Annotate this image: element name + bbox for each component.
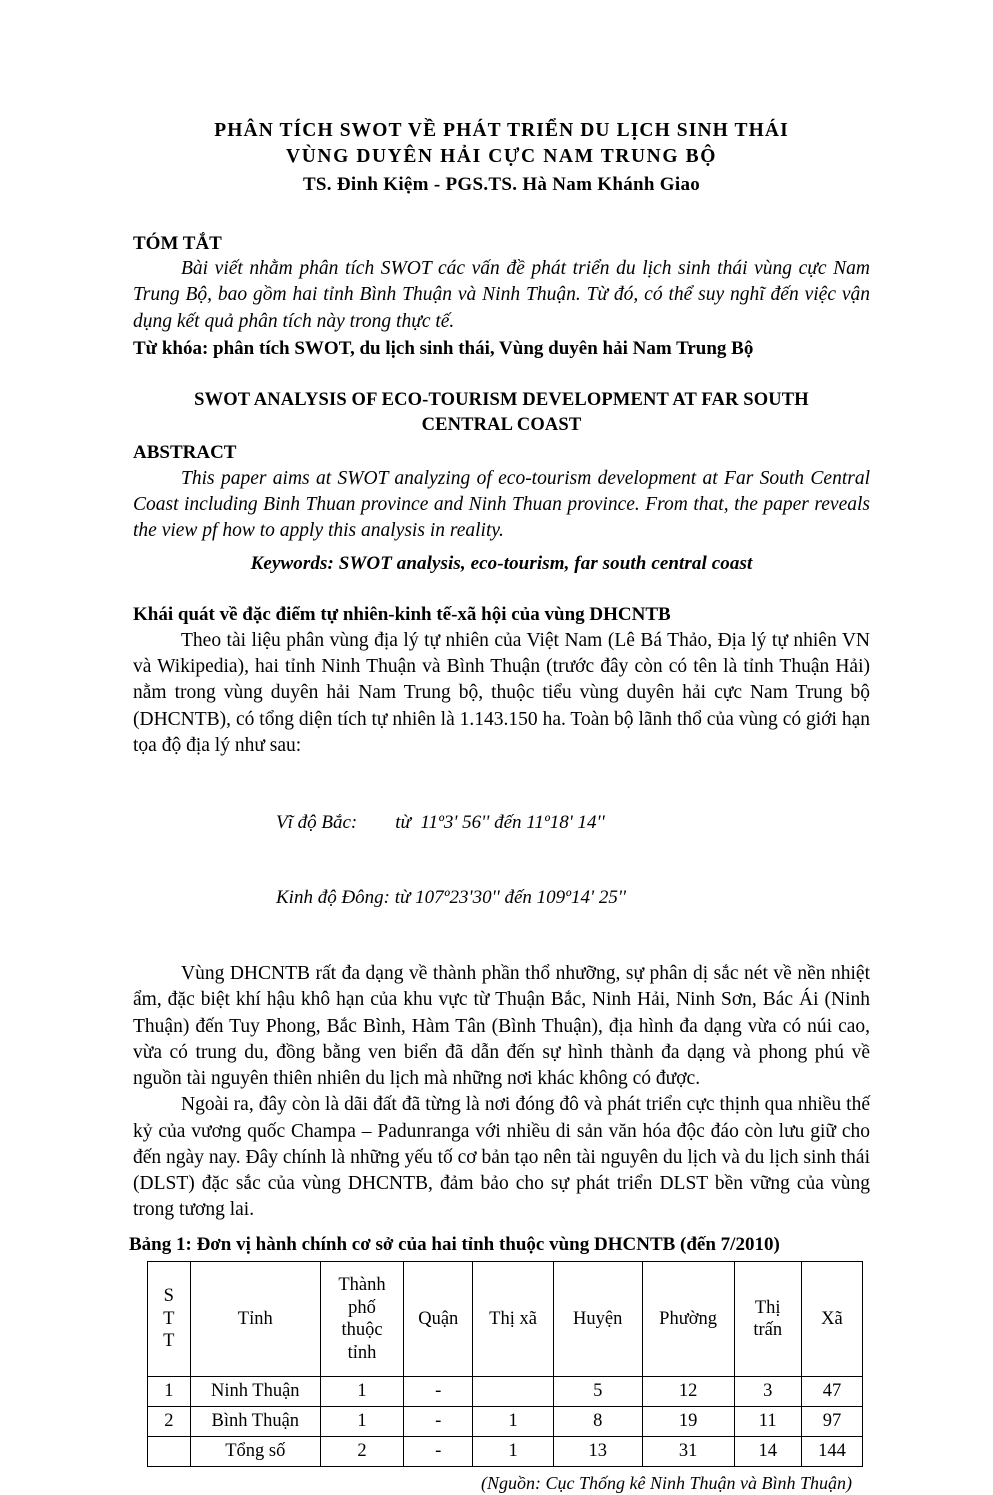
- cell-phuong: 19: [642, 1407, 734, 1437]
- header-stt-char-3: T: [163, 1331, 175, 1352]
- cell-thi-xa: [473, 1377, 553, 1407]
- english-title-line-1: SWOT ANALYSIS OF ECO-TOURISM DEVELOPMENT AT FAR SOUTH: [194, 390, 809, 411]
- header-tp-line-1: Thành: [338, 1274, 386, 1295]
- header-stt: [148, 1262, 191, 1377]
- page-title: [133, 0, 870, 170]
- header-huyen: Huyện: [553, 1262, 642, 1377]
- cell-huyen: 8: [553, 1407, 642, 1437]
- cell-thi-tran: 11: [734, 1407, 801, 1437]
- cell-phuong: 12: [642, 1377, 734, 1407]
- table-header: [148, 1262, 863, 1377]
- section-1-paragraph-3: Ngoài ra, đây còn là dãi đất đã từng là nơi đóng đô và phát triển cực thịnh qua nhiều thế kỷ của vương quốc Champa – Padunranga với nhiều di sản văn hóa độc đáo còn lưu giữ cho đến ngày nay. Đây chính là những yếu tố cơ bản tạo nên tài nguyên du lịch và du lịch sinh thái (DLST) đặc sắc của vùng DHCNTB, đảm bảo cho sự phát triển DLST bền vững của vùng trong tương lai.: [133, 1094, 870, 1221]
- header-tp-line-4: tỉnh: [347, 1342, 377, 1363]
- english-title: [133, 388, 870, 438]
- cell-thi-xa: 1: [473, 1407, 553, 1437]
- cell-xa: 47: [801, 1377, 862, 1407]
- coordinate-latitude: Vĩ độ Bắc: từ 11º3' 56'' đến 11º18' 14'': [276, 811, 605, 833]
- header-thanh-pho-thuoc-tinh: [320, 1262, 403, 1377]
- cell-xa: 144: [801, 1437, 862, 1467]
- cell-stt: [148, 1437, 191, 1467]
- page-content: [129, 0, 870, 1495]
- table-row: [148, 1377, 863, 1407]
- keywords-vi: Từ khóa: phân tích SWOT, du lịch sinh thái, Vùng duyên hải Nam Trung Bộ: [133, 337, 754, 359]
- cell-quan: -: [404, 1407, 473, 1437]
- cell-huyen: 5: [553, 1377, 642, 1407]
- title-line-1: PHÂN TÍCH SWOT VỀ PHÁT TRIỂN DU LỊCH SINH THÁI: [214, 120, 789, 141]
- cell-quan: -: [404, 1377, 473, 1407]
- cell-thanh-pho: 2: [320, 1437, 403, 1467]
- cell-tinh: Ninh Thuận: [190, 1377, 320, 1407]
- administrative-units-table: [147, 1261, 863, 1467]
- cell-thi-tran: 3: [734, 1377, 801, 1407]
- table-body: [148, 1377, 863, 1467]
- abstract-en-body: This paper aims at SWOT analyzing of eco-tourism development at Far South Central Coast including Binh Thuan province and Ninh Thuan province. From that, the paper reveals the view pf how to apply this analysis in reality.: [133, 468, 870, 542]
- cell-quan: -: [404, 1437, 473, 1467]
- coordinates-block: [133, 759, 870, 961]
- header-thi-tran-line-1: Thị: [754, 1297, 781, 1318]
- header-thi-xa: Thị xã: [473, 1262, 553, 1377]
- header-xa: Xã: [801, 1262, 862, 1377]
- cell-tinh: Bình Thuận: [190, 1407, 320, 1437]
- cell-thi-xa: 1: [473, 1437, 553, 1467]
- header-stt-char-1: S: [163, 1286, 174, 1307]
- table-row: [148, 1407, 863, 1437]
- header-phuong: Phường: [642, 1262, 734, 1377]
- english-title-line-2: CENTRAL COAST: [421, 415, 582, 436]
- table-source-note: (Nguồn: Cục Thống kê Ninh Thuận và Bình Thuận): [481, 1473, 852, 1494]
- header-tp-line-3: thuộc: [341, 1320, 383, 1341]
- cell-phuong: 31: [642, 1437, 734, 1467]
- cell-thi-tran: 14: [734, 1437, 801, 1467]
- header-tinh: Tỉnh: [190, 1262, 320, 1377]
- table-caption: Bảng 1: Đơn vị hành chính cơ sở của hai tỉnh thuộc vùng DHCNTB (đến 7/2010): [129, 1234, 780, 1256]
- cell-stt: 1: [148, 1377, 191, 1407]
- authors: TS. Đinh Kiệm - PGS.TS. Hà Nam Khánh Giao: [302, 173, 701, 195]
- heading-abstract: ABSTRACT: [133, 442, 237, 464]
- section-1-paragraph-1: Theo tài liệu phân vùng địa lý tự nhiên của Việt Nam (Lê Bá Thảo, Địa lý tự nhiên VN và Wikipedia), hai tỉnh Ninh Thuận và Bình Thuận (trước đây còn có tên là tỉnh Thuận Hải) nằm trong vùng duyên hải Nam Trung bộ, thuộc tiểu vùng duyên hải cực Nam Trung bộ (DHCNTB), có tổng diện tích tự nhiên là 1.143.150 ha. Toàn bộ lãnh thổ của vùng có giới hạn tọa độ địa lý như sau:: [133, 629, 870, 756]
- table-header-row: [148, 1262, 863, 1377]
- cell-huyen: 13: [553, 1437, 642, 1467]
- keywords-en: Keywords: SWOT analysis, eco-tourism, far south central coast: [250, 552, 753, 574]
- section-1-heading: Khái quát về đặc điểm tự nhiên-kinh tế-xã hội của vùng DHCNTB: [133, 604, 671, 626]
- cell-thanh-pho: 1: [320, 1377, 403, 1407]
- cell-xa: 97: [801, 1407, 862, 1437]
- cell-total-label: Tổng số: [190, 1437, 320, 1467]
- cell-stt: 2: [148, 1407, 191, 1437]
- table-total-row: [148, 1437, 863, 1467]
- heading-tom-tat: TÓM TẮT: [133, 232, 222, 254]
- abstract-vi-body: Bài viết nhằm phân tích SWOT các vấn đề phát triển du lịch sinh thái vùng cực Nam Trung Bộ, bao gồm hai tỉnh Bình Thuận và Ninh Thuận. Từ đó, có thể suy nghĩ đến việc vận dụng kết quả phân tích này trong thực tế.: [133, 258, 870, 332]
- header-quan: Quận: [404, 1262, 473, 1377]
- coordinate-longitude: Kinh độ Đông: từ 107º23'30'' đến 109º14' 25'': [276, 887, 626, 909]
- header-thi-tran: [734, 1262, 801, 1377]
- header-stt-char-2: T: [163, 1308, 175, 1329]
- section-1-paragraph-2: Vùng DHCNTB rất đa dạng về thành phần thổ nhưỡng, sự phân dị sắc nét về nền nhiệt ẩm, đặc biệt khí hậu khô hạn của khu vực từ Thuận Bắc, Ninh Hải, Ninh Sơn, Bác Ái (Ninh Thuận) đến Tuy Phong, Bắc Bình, Hàm Tân (Bình Thuận), địa hình đa dạng vừa có núi cao, vừa có trung du, đồng bằng ven biển đã dẫn đến sự hình thành đa dạng và phong phú về nguồn tài nguyên thiên nhiên du lịch mà những nơi khác không có được.: [133, 963, 870, 1090]
- title-line-2: VÙNG DUYÊN HẢI CỰC NAM TRUNG BỘ: [286, 145, 717, 167]
- header-tp-line-2: phố: [348, 1297, 376, 1318]
- header-thi-tran-line-2: trấn: [753, 1320, 783, 1341]
- cell-thanh-pho: 1: [320, 1407, 403, 1437]
